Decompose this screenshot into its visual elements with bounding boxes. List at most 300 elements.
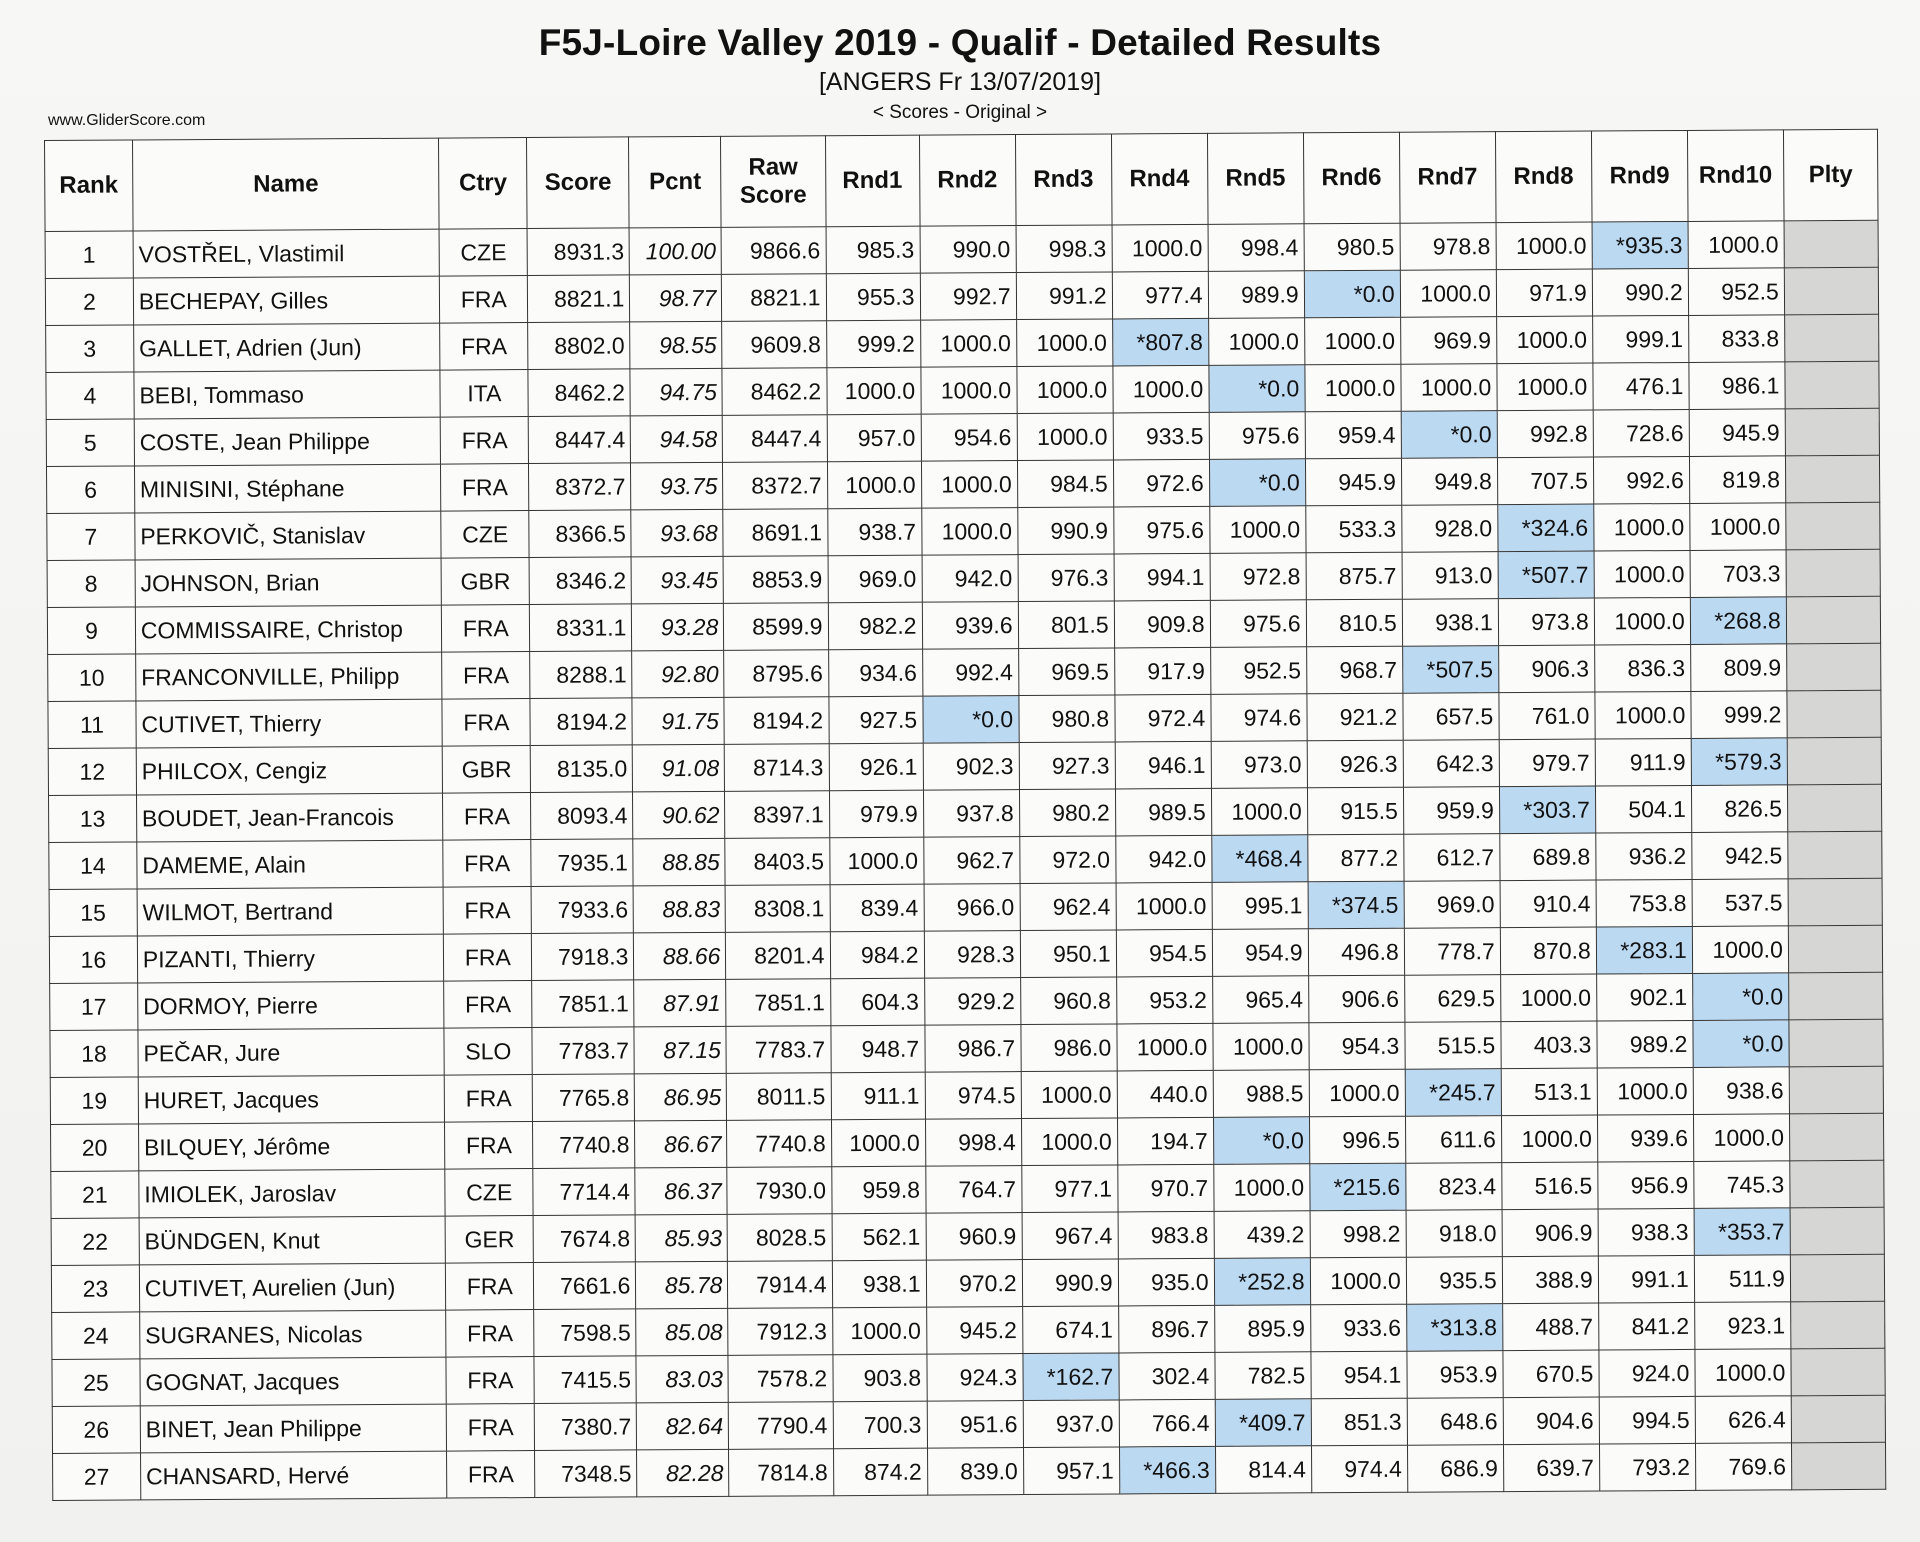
round-6-cell: 875.7 [1306, 552, 1402, 600]
round-3-cell: 990.9 [1017, 507, 1113, 555]
round-8-dropped-cell: *324.6 [1498, 504, 1594, 552]
raw-score-cell: 8714.3 [725, 744, 829, 792]
pilot-name-cell: COSTE, Jean Philippe [134, 417, 441, 466]
rank-cell: 14 [49, 842, 137, 890]
round-2-cell: 974.5 [925, 1072, 1021, 1120]
round-4-cell: 1000.0 [1113, 365, 1209, 413]
country-cell: FRA [446, 1357, 534, 1405]
round-2-cell: 960.9 [926, 1213, 1022, 1261]
round-9-cell: 938.3 [1598, 1208, 1694, 1256]
round-1-cell: 911.1 [831, 1072, 925, 1120]
percent-cell: 82.28 [637, 1449, 729, 1497]
raw-score-cell: 8397.1 [725, 791, 829, 839]
round-7-cell: 938.1 [1402, 599, 1498, 647]
round-10-dropped-cell: *353.7 [1694, 1208, 1790, 1256]
round-2-dropped-cell: *0.0 [922, 696, 1018, 744]
penalty-cell [1788, 925, 1882, 973]
scores-variant-label: < Scores - Original > [872, 102, 1048, 123]
round-6-cell: 851.3 [1311, 1398, 1407, 1446]
percent-cell: 87.15 [634, 1026, 726, 1074]
round-1-cell: 1000.0 [826, 367, 920, 415]
score-cell: 8462.2 [528, 369, 630, 417]
pilot-name-cell: WILMOT, Bertrand [137, 887, 444, 936]
round-3-cell: 977.1 [1021, 1165, 1117, 1213]
rank-cell: 26 [52, 1406, 140, 1454]
round-10-cell: 952.5 [1688, 268, 1784, 316]
round-1-cell: 874.2 [833, 1448, 927, 1496]
penalty-cell [1788, 878, 1882, 926]
raw-score-cell: 8691.1 [723, 509, 827, 557]
round-9-cell: 1000.0 [1594, 503, 1690, 551]
score-cell: 7933.6 [531, 886, 633, 934]
round-4-cell: 975.6 [1113, 506, 1209, 554]
round-7-cell: 913.0 [1402, 552, 1498, 600]
score-cell: 7348.5 [535, 1450, 637, 1498]
round-4-cell: 942.0 [1115, 835, 1211, 883]
country-cell: FRA [447, 1451, 535, 1499]
round-4-cell: 1000.0 [1117, 1023, 1213, 1071]
raw-score-cell: 8795.6 [724, 650, 828, 698]
pilot-name-cell: PIZANTI, Thierry [137, 934, 444, 983]
round-8-cell: 1000.0 [1500, 974, 1596, 1022]
penalty-cell [1785, 455, 1879, 503]
round-10-cell: 703.3 [1690, 550, 1786, 598]
round-5-cell: 965.4 [1212, 976, 1308, 1024]
round-10-dropped-cell: *0.0 [1693, 1020, 1789, 1068]
round-8-cell: 910.4 [1500, 880, 1596, 928]
round-6-cell: 954.1 [1311, 1351, 1407, 1399]
round-2-cell: 764.7 [925, 1166, 1021, 1214]
table-row [53, 1442, 1886, 1500]
round-6-cell: 1000.0 [1309, 1069, 1405, 1117]
round-9-cell: 989.2 [1597, 1020, 1693, 1068]
round-9-cell: 999.1 [1592, 315, 1688, 363]
round-3-cell: 972.0 [1019, 836, 1115, 884]
score-cell: 7918.3 [532, 933, 634, 981]
round-5-cell: 972.8 [1210, 553, 1306, 601]
round-7-cell: 686.9 [1407, 1445, 1503, 1493]
round-10-cell: 537.5 [1692, 879, 1788, 927]
round-4-cell: 983.8 [1118, 1211, 1214, 1259]
round-8-dropped-cell: *507.7 [1498, 551, 1594, 599]
raw-score-cell: 9866.6 [721, 227, 825, 275]
round-5-cell: 782.5 [1215, 1352, 1311, 1400]
pilot-name-cell: HURET, Jacques [138, 1075, 445, 1124]
round-2-cell: 839.0 [927, 1448, 1023, 1496]
round-1-cell: 562.1 [832, 1213, 926, 1261]
round-9-cell: 911.9 [1595, 738, 1691, 786]
column-header-rank: Rank [45, 140, 133, 232]
round-4-cell: 946.1 [1115, 741, 1211, 789]
round-7-dropped-cell: *0.0 [1401, 411, 1497, 459]
rank-cell: 24 [52, 1312, 140, 1360]
round-6-cell: 933.6 [1310, 1304, 1406, 1352]
round-7-cell: 959.9 [1403, 787, 1499, 835]
percent-cell: 86.67 [635, 1120, 727, 1168]
raw-score-cell: 8372.7 [723, 462, 827, 510]
round-10-cell: 626.4 [1695, 1396, 1791, 1444]
round-1-cell: 982.2 [828, 602, 922, 650]
round-1-cell: 938.7 [827, 508, 921, 556]
column-header-rnd8: Rnd8 [1495, 131, 1592, 223]
round-7-cell: 657.5 [1403, 693, 1499, 741]
country-cell: FRA [443, 793, 531, 841]
round-10-cell: 809.9 [1690, 644, 1786, 692]
percent-cell: 93.68 [631, 509, 723, 557]
round-2-cell: 1000.0 [920, 367, 1016, 415]
round-7-cell: 823.4 [1405, 1163, 1501, 1211]
country-cell: CZE [439, 229, 527, 277]
round-5-cell: 988.5 [1213, 1070, 1309, 1118]
round-7-cell: 969.0 [1404, 881, 1500, 929]
round-6-cell: 921.2 [1307, 693, 1403, 741]
percent-cell: 93.28 [632, 603, 724, 651]
round-6-cell: 1000.0 [1304, 317, 1400, 365]
column-header-rnd1: Rnd1 [825, 135, 920, 227]
pilot-name-cell: BECHEPAY, Gilles [133, 276, 440, 325]
raw-score-cell: 7790.4 [729, 1402, 833, 1450]
column-header-rnd10: Rnd10 [1687, 130, 1784, 222]
rank-cell: 21 [51, 1171, 139, 1219]
rank-cell: 11 [48, 701, 136, 749]
percent-cell: 90.62 [633, 791, 725, 839]
round-6-cell: 974.4 [1311, 1445, 1407, 1493]
round-1-cell: 938.1 [832, 1260, 926, 1308]
round-3-cell: 986.0 [1021, 1024, 1117, 1072]
country-cell: FRA [442, 652, 530, 700]
round-9-cell: 753.8 [1596, 879, 1692, 927]
raw-score-cell: 8403.5 [725, 838, 829, 886]
score-cell: 8331.1 [530, 604, 632, 652]
round-6-cell: 877.2 [1307, 834, 1403, 882]
column-header-rnd3: Rnd3 [1015, 134, 1112, 226]
raw-score-cell: 7578.2 [728, 1355, 832, 1403]
percent-cell: 98.55 [630, 321, 722, 369]
raw-score-cell: 8599.9 [724, 603, 828, 651]
round-4-cell: 977.4 [1112, 271, 1208, 319]
round-5-cell: 974.6 [1211, 694, 1307, 742]
column-header-rnd5: Rnd5 [1207, 133, 1304, 225]
round-2-cell: 1000.0 [920, 320, 1016, 368]
round-3-cell: 967.4 [1022, 1212, 1118, 1260]
round-1-cell: 926.1 [829, 743, 923, 791]
table-body [45, 220, 1886, 1500]
round-8-cell: 1000.0 [1497, 363, 1593, 411]
round-7-cell: 642.3 [1403, 740, 1499, 788]
rank-cell: 7 [47, 513, 135, 561]
round-3-cell: 962.4 [1020, 883, 1116, 931]
round-9-cell: 1000.0 [1594, 550, 1690, 598]
round-8-cell: 516.5 [1502, 1162, 1598, 1210]
penalty-cell [1790, 1160, 1884, 1208]
column-header-rnd7: Rnd7 [1399, 132, 1496, 224]
round-4-cell: 954.5 [1116, 929, 1212, 977]
round-7-cell: 515.5 [1405, 1022, 1501, 1070]
score-cell: 8802.0 [528, 322, 630, 370]
round-6-cell: 1000.0 [1310, 1257, 1406, 1305]
round-2-cell: 998.4 [925, 1119, 1021, 1167]
penalty-cell [1787, 784, 1881, 832]
column-header-name: Name [132, 138, 439, 231]
rank-cell: 22 [51, 1218, 139, 1266]
round-1-cell: 957.0 [827, 414, 921, 462]
round-7-cell: 1000.0 [1401, 364, 1497, 412]
round-8-cell: 906.3 [1498, 645, 1594, 693]
round-4-dropped-cell: *807.8 [1112, 318, 1208, 366]
column-header-rnd6: Rnd6 [1303, 132, 1400, 224]
rank-cell: 4 [46, 372, 134, 420]
round-9-cell: 476.1 [1593, 362, 1689, 410]
round-9-dropped-cell: *935.3 [1592, 221, 1688, 269]
round-6-dropped-cell: *374.5 [1308, 881, 1404, 929]
round-3-cell: 1000.0 [1016, 319, 1112, 367]
rank-cell: 9 [47, 607, 135, 655]
penalty-cell [1787, 690, 1881, 738]
round-8-cell: 761.0 [1499, 692, 1595, 740]
pilot-name-cell: FRANCONVILLE, Philipp [136, 652, 443, 701]
percent-cell: 100.00 [629, 227, 721, 275]
round-1-cell: 934.6 [828, 649, 922, 697]
table-header-row [45, 129, 1879, 231]
round-1-cell: 927.5 [828, 696, 922, 744]
rank-cell: 20 [51, 1124, 139, 1172]
round-3-cell: 960.8 [1020, 977, 1116, 1025]
round-8-cell: 639.7 [1503, 1444, 1599, 1492]
round-5-cell: 989.9 [1208, 271, 1304, 319]
score-cell: 8194.2 [530, 698, 632, 746]
round-7-cell: 629.5 [1404, 975, 1500, 1023]
country-cell: FRA [446, 1310, 534, 1358]
pilot-name-cell: BOUDET, Jean-Francois [136, 793, 443, 842]
round-8-cell: 513.1 [1501, 1068, 1597, 1116]
column-header-rnd9: Rnd9 [1591, 130, 1688, 222]
round-4-cell: 440.0 [1117, 1070, 1213, 1118]
round-2-cell: 966.0 [924, 884, 1020, 932]
round-2-cell: 929.2 [924, 978, 1020, 1026]
round-4-cell: 994.1 [1114, 553, 1210, 601]
raw-score-cell: 8821.1 [722, 274, 826, 322]
penalty-cell [1786, 643, 1880, 691]
pilot-name-cell: CUTIVET, Thierry [136, 699, 443, 748]
round-8-cell: 971.9 [1496, 269, 1592, 317]
country-cell: FRA [444, 934, 532, 982]
round-8-cell: 992.8 [1497, 410, 1593, 458]
round-1-cell: 1000.0 [829, 837, 923, 885]
raw-score-cell: 8011.5 [727, 1073, 831, 1121]
round-4-cell: 972.6 [1113, 459, 1209, 507]
penalty-cell [1784, 314, 1878, 362]
penalty-cell [1785, 408, 1879, 456]
percent-cell: 85.78 [636, 1261, 728, 1309]
raw-score-cell: 7851.1 [726, 979, 830, 1027]
penalty-cell [1791, 1442, 1885, 1490]
raw-score-cell: 7814.8 [729, 1449, 833, 1497]
round-10-cell: 826.5 [1691, 785, 1787, 833]
round-6-cell: 926.3 [1307, 740, 1403, 788]
score-cell: 8346.2 [529, 557, 631, 605]
pilot-name-cell: SUGRANES, Nicolas [140, 1310, 447, 1359]
penalty-cell [1789, 1113, 1883, 1161]
round-5-cell: 1000.0 [1208, 318, 1304, 366]
pilot-name-cell: CHANSARD, Hervé [140, 1451, 447, 1500]
round-6-cell: 533.3 [1305, 505, 1401, 553]
round-5-cell: 1000.0 [1213, 1023, 1309, 1071]
round-1-cell: 969.0 [828, 555, 922, 603]
round-5-cell: 895.9 [1214, 1305, 1310, 1353]
round-10-cell: 745.3 [1694, 1161, 1790, 1209]
score-cell: 8135.0 [530, 745, 632, 793]
country-cell: FRA [442, 699, 530, 747]
round-9-cell: 728.6 [1593, 409, 1689, 457]
raw-score-cell: 8308.1 [725, 885, 829, 933]
round-1-cell: 999.2 [826, 320, 920, 368]
country-cell: FRA [443, 887, 531, 935]
penalty-cell [1786, 596, 1880, 644]
raw-score-cell: 8447.4 [723, 415, 827, 463]
rank-cell: 10 [48, 654, 136, 702]
round-3-cell: 980.2 [1019, 789, 1115, 837]
round-3-cell: 969.5 [1018, 648, 1114, 696]
round-2-cell: 924.3 [926, 1354, 1022, 1402]
round-7-cell: 928.0 [1401, 505, 1497, 553]
column-header-rnd2: Rnd2 [919, 135, 1016, 227]
round-8-cell: 973.8 [1498, 598, 1594, 646]
rank-cell: 25 [52, 1359, 140, 1407]
rank-cell: 18 [50, 1030, 138, 1078]
rank-cell: 5 [46, 419, 134, 467]
raw-score-cell: 9609.8 [722, 321, 826, 369]
percent-cell: 86.95 [635, 1073, 727, 1121]
round-5-cell: 975.6 [1209, 412, 1305, 460]
round-8-cell: 689.8 [1500, 833, 1596, 881]
round-2-cell: 1000.0 [921, 461, 1017, 509]
round-3-cell: 980.8 [1019, 695, 1115, 743]
round-4-cell: 970.7 [1117, 1164, 1213, 1212]
round-3-cell: 998.3 [1016, 225, 1112, 273]
round-7-cell: 1000.0 [1400, 270, 1496, 318]
round-9-cell: 836.3 [1594, 644, 1690, 692]
percent-cell: 82.64 [637, 1402, 729, 1450]
pilot-name-cell: BINET, Jean Philippe [140, 1404, 447, 1453]
score-cell: 7415.5 [534, 1356, 636, 1404]
rank-cell: 17 [50, 983, 138, 1031]
round-10-dropped-cell: *268.8 [1690, 597, 1786, 645]
pilot-name-cell: JOHNSON, Brian [135, 558, 442, 607]
rank-cell: 19 [50, 1077, 138, 1125]
percent-cell: 93.75 [631, 462, 723, 510]
score-cell: 8093.4 [531, 792, 633, 840]
score-cell: 8447.4 [528, 416, 630, 464]
round-3-cell: 1000.0 [1021, 1118, 1117, 1166]
country-cell: FRA [447, 1404, 535, 1452]
round-8-cell: 906.9 [1502, 1209, 1598, 1257]
penalty-cell [1788, 831, 1882, 879]
round-8-cell: 488.7 [1502, 1303, 1598, 1351]
percent-cell: 94.75 [630, 368, 722, 416]
pilot-name-cell: PEČAR, Jure [138, 1028, 445, 1077]
round-10-cell: 999.2 [1691, 691, 1787, 739]
round-10-cell: 938.6 [1693, 1067, 1789, 1115]
round-8-cell: 707.5 [1497, 457, 1593, 505]
round-6-cell: 915.5 [1307, 787, 1403, 835]
rank-cell: 8 [47, 560, 135, 608]
round-7-cell: 969.9 [1400, 317, 1496, 365]
pilot-name-cell: COMMISSAIRE, Christop [135, 605, 442, 654]
round-8-dropped-cell: *303.7 [1499, 786, 1595, 834]
penalty-cell [1787, 737, 1881, 785]
rank-cell: 6 [46, 466, 134, 514]
round-10-cell: 1000.0 [1690, 503, 1786, 551]
round-4-dropped-cell: *466.3 [1119, 1446, 1215, 1494]
round-9-dropped-cell: *283.1 [1596, 926, 1692, 974]
round-9-cell: 924.0 [1599, 1349, 1695, 1397]
round-2-cell: 951.6 [927, 1401, 1023, 1449]
round-6-cell: 496.8 [1308, 928, 1404, 976]
round-5-cell: 952.5 [1210, 647, 1306, 695]
raw-score-cell: 8853.9 [723, 556, 827, 604]
round-10-cell: 1000.0 [1693, 1114, 1789, 1162]
pilot-name-cell: GALLET, Adrien (Jun) [133, 323, 440, 372]
rank-cell: 1 [45, 231, 133, 279]
round-3-cell: 950.1 [1020, 930, 1116, 978]
score-cell: 8372.7 [529, 463, 631, 511]
round-7-cell: 949.8 [1401, 458, 1497, 506]
percent-cell: 98.77 [630, 274, 722, 322]
round-5-cell: 439.2 [1214, 1211, 1310, 1259]
pilot-name-cell: BÜNDGEN, Knut [139, 1216, 446, 1265]
round-5-dropped-cell: *0.0 [1213, 1117, 1309, 1165]
round-4-cell: 972.4 [1115, 694, 1211, 742]
score-cell: 7598.5 [534, 1309, 636, 1357]
round-6-cell: 945.9 [1305, 458, 1401, 506]
round-2-cell: 990.0 [920, 226, 1016, 274]
round-3-cell: 1000.0 [1016, 366, 1112, 414]
country-cell: FRA [443, 840, 531, 888]
pilot-name-cell: DAMEME, Alain [137, 840, 444, 889]
round-4-cell: 953.2 [1116, 976, 1212, 1024]
percent-cell: 88.85 [633, 838, 725, 886]
round-2-cell: 954.6 [921, 414, 1017, 462]
percent-cell: 85.93 [635, 1214, 727, 1262]
round-3-cell: 801.5 [1018, 601, 1114, 649]
round-1-cell: 839.4 [830, 884, 924, 932]
percent-cell: 94.58 [631, 415, 723, 463]
results-table [44, 129, 1886, 1501]
country-cell: FRA [446, 1263, 534, 1311]
round-7-cell: 953.9 [1407, 1351, 1503, 1399]
score-cell: 7661.6 [534, 1262, 636, 1310]
column-header-plty: Plty [1783, 129, 1878, 221]
penalty-cell [1788, 972, 1882, 1020]
round-1-cell: 903.8 [832, 1354, 926, 1402]
raw-score-cell: 8194.2 [724, 697, 828, 745]
round-3-cell: 1000.0 [1021, 1071, 1117, 1119]
page-title: F5J-Loire Valley 2019 - Qualif - Detailed Results [538, 22, 1382, 63]
country-cell: FRA [442, 605, 530, 653]
penalty-cell [1790, 1254, 1884, 1302]
round-9-cell: 1000.0 [1597, 1067, 1693, 1115]
round-3-cell: 990.9 [1022, 1259, 1118, 1307]
round-4-cell: 194.7 [1117, 1117, 1213, 1165]
percent-cell: 92.80 [632, 650, 724, 698]
round-10-cell: 511.9 [1694, 1255, 1790, 1303]
round-7-dropped-cell: *313.8 [1406, 1304, 1502, 1352]
round-2-cell: 962.7 [923, 837, 1019, 885]
country-cell: CZE [441, 511, 529, 559]
score-cell: 7935.1 [531, 839, 633, 887]
raw-score-cell: 7930.0 [727, 1167, 831, 1215]
round-10-cell: 923.1 [1694, 1302, 1790, 1350]
